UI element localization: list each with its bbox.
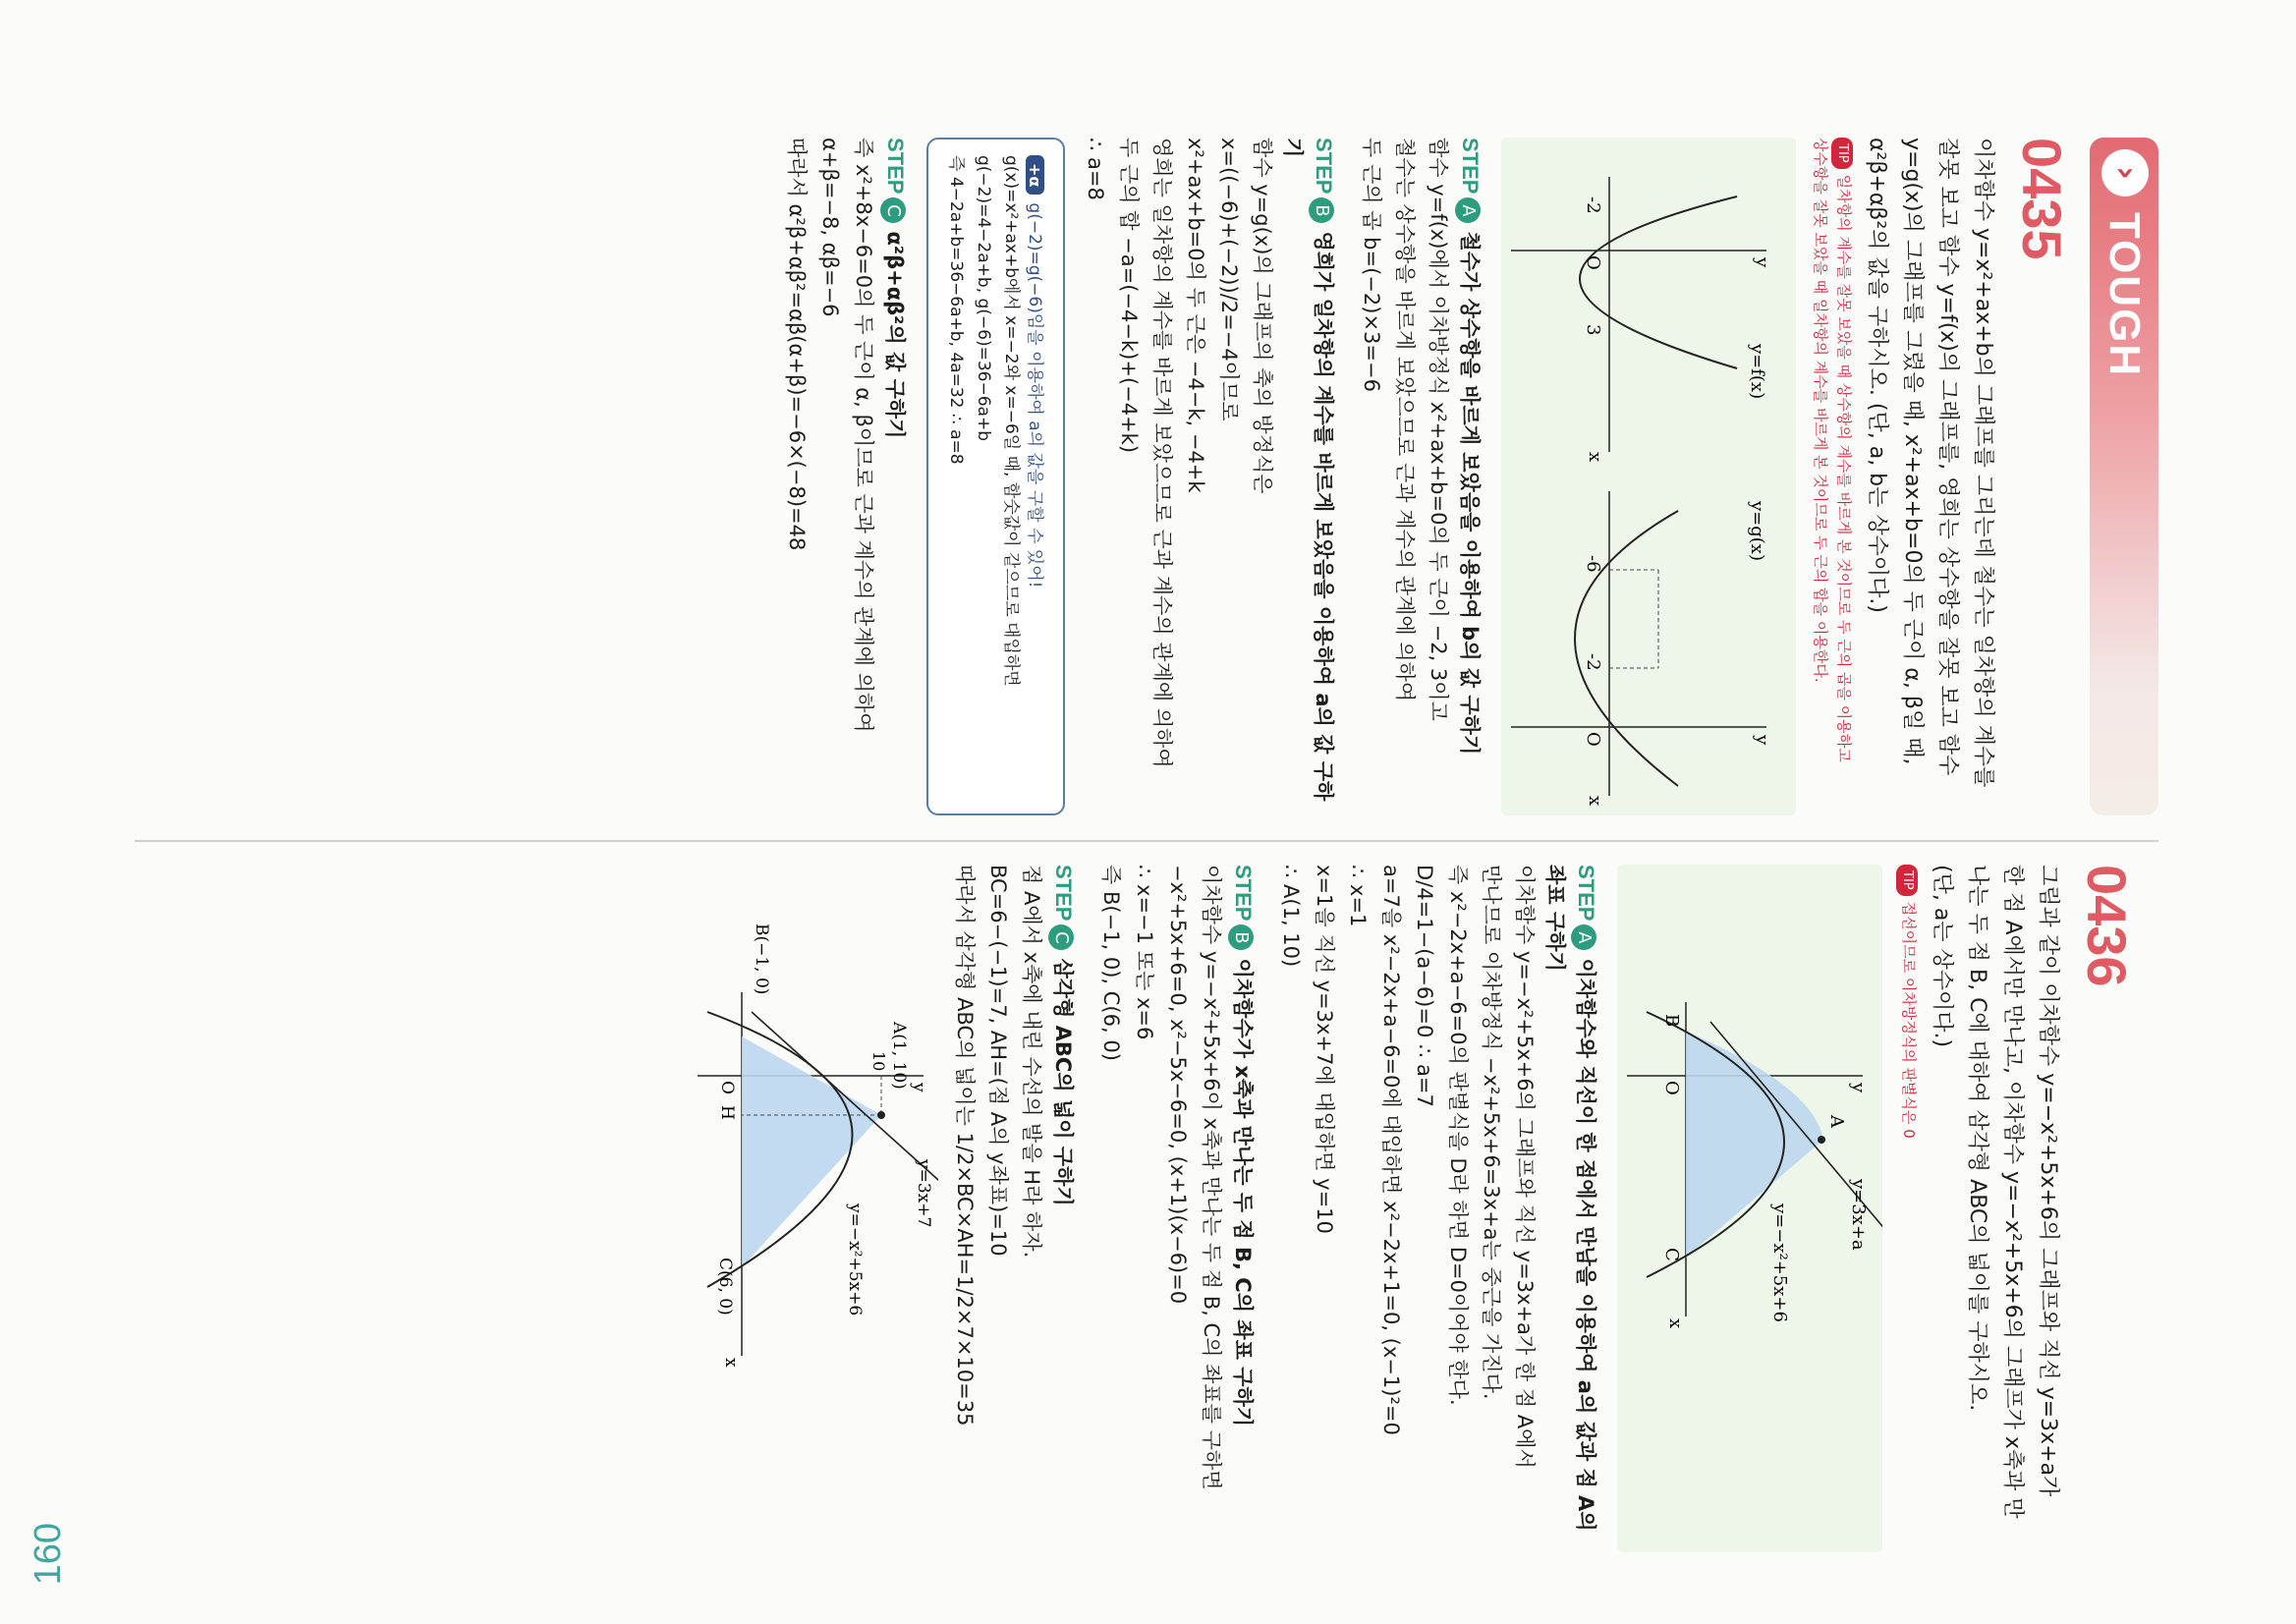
- content-columns: [115, 118, 2158, 1562]
- line-label: y=3x+a: [1848, 1179, 1869, 1251]
- problem-number: 0436: [2076, 865, 2138, 987]
- step-title: 철수가 상수항을 바르게 보았음을 이용하여 b의 값 구하기: [1458, 231, 1482, 756]
- page-number: 160: [28, 1522, 69, 1585]
- line-label: y=3x+7: [914, 1159, 933, 1228]
- graph-panel: [1501, 138, 1796, 815]
- step-label: STEP: [1051, 865, 1076, 922]
- step-line: 즉 B(−1, 0), C(6, 0): [1099, 865, 1123, 1061]
- problem-number: 0435: [2011, 138, 2073, 260]
- problem-line: α²β+αβ²의 값을 구하시오. (단, a, b는 상수이다.): [1865, 138, 1889, 613]
- origin-label: O: [717, 1081, 737, 1094]
- graph-0436-solution: [693, 865, 938, 1552]
- tick-label: 10: [869, 1051, 888, 1072]
- tip-line: 접선이므로 이차방정식의 판별식은 0: [1900, 901, 1918, 1139]
- y-axis-label: y: [1848, 1083, 1869, 1093]
- step-line: 따라서 α²β+αβ²=αβ(α+β)=−6×(−8)=48: [785, 138, 809, 551]
- step-line: 함수 y=g(x)의 그래프의 축의 방정식은: [1251, 138, 1274, 494]
- step-title: 삼각형 ABC의 넓이 구하기: [1051, 958, 1075, 1206]
- tough-banner: [2090, 138, 2158, 815]
- step-line: 함수 y=f(x)에서 이차방정식 x²+ax+b=0의 두 근이 −2, 3이고: [1427, 138, 1450, 721]
- step-line: α+β=−8, αβ=−6: [818, 138, 842, 317]
- step-line: 점 A에서 x축에 내린 수선의 발을 H라 하자.: [1020, 865, 1043, 1259]
- step-letter: A: [1571, 924, 1596, 950]
- step-line: 만나므로 이차방정식 −x²+5x+6=3x+a는 중근을 가진다.: [1480, 865, 1503, 1400]
- point-h-label: H: [717, 1105, 737, 1120]
- step-title: 이차함수와 직선이 한 점에서 만남을 이용하여 a의 값과 점 A의 좌표 구하기: [1543, 865, 1597, 1532]
- step-line: 즉 x²+8x−6=0의 두 근이 α, β이므로 근과 계수의 관계에 의하여: [852, 138, 875, 733]
- step-line: ∴ x=−1 또는 x=6: [1133, 865, 1156, 1040]
- tip-line: 상수항을 잘못 보았을 때 일차항의 계수를 바르게 본 것이므로 두 근의 합을 이용한다.: [1812, 138, 1829, 683]
- step-line: a=7을 x²−2x+a−6=0에 대입하면 x²−2x+1=0, (x−1)²=0: [1379, 865, 1403, 1435]
- problem-line: (단, a는 상수이다.): [1930, 865, 1954, 1048]
- step-line: −x²+5x+6=0, x²−5x−6=0, (x+1)(x−6)=0: [1166, 865, 1190, 1305]
- x-axis-label: x: [721, 1358, 741, 1368]
- point-c-label: C(6, 0): [715, 1258, 735, 1316]
- step-line: 따라서 삼각형 ABC의 넓이는 1/2×BC×AH=1/2×7×10=35: [953, 865, 977, 1427]
- step-line: 이차함수 y=−x²+5x+6이 x축과 만나는 두 점 B, C의 좌표를 구하면: [1200, 865, 1223, 1490]
- problem-line: 잘못 보고 함수 y=f(x)의 그래프를, 영희는 상수항을 잘못 보고 함수: [1935, 138, 1960, 776]
- box-line: 즉 4−2a+b=36−6a+b, 4a=32 ∴ a=8: [946, 155, 966, 465]
- step-c: [948, 865, 1079, 1552]
- step-line: x=((−6)+(−2))/2=−4이므로: [1217, 138, 1241, 421]
- step-title: 이차함수가 x축과 만나는 두 점 B, C의 좌표 구하기: [1231, 958, 1255, 1428]
- point-label: A: [1826, 1115, 1847, 1128]
- root-label: -6: [1583, 555, 1603, 573]
- box-line: g(−2)=4−2a+b, g(−6)=36−6a+b: [974, 155, 993, 442]
- problem-line: y=g(x)의 그래프를 그렸을 때, x²+ax+b=0의 두 근이 α, β일 때,: [1900, 138, 1925, 765]
- step-label: STEP: [883, 138, 908, 195]
- curve-label: y=−x²+5x+6: [845, 1204, 865, 1316]
- origin-label: O: [1661, 1081, 1682, 1095]
- step-letter: C: [880, 197, 906, 223]
- graph-f: [1511, 177, 1772, 462]
- root-label: -2: [1583, 653, 1603, 671]
- step-c: [780, 138, 911, 815]
- parabola-f: [1580, 196, 1737, 368]
- step-line: 두 근의 합 −a=(−4−k)+(−4+k): [1117, 138, 1141, 454]
- step-title: 영희가 일차항의 계수를 바르게 보았음을 이용하여 a의 값 구하기: [1281, 138, 1335, 802]
- tip-line: 일차항의 계수를 잘못 보았을 때 상수항의 계수를 바르게 본 것이므로 두 근의 곱을 이용하고: [1835, 174, 1853, 762]
- triangle-fill: [1686, 1032, 1823, 1258]
- step-line: 철수는 상수항을 바르게 보았으므로 근과 계수의 관계에 의하여: [1393, 138, 1417, 702]
- tip-badge: TIP: [1831, 138, 1853, 169]
- chevron-right-icon: ›: [2101, 149, 2149, 196]
- root-label: 3: [1583, 324, 1603, 336]
- step-line: ∴ A(1, 10): [1279, 865, 1303, 968]
- point-label: C: [1661, 1248, 1682, 1261]
- point-label: B: [1661, 1014, 1682, 1028]
- step-line: 즉 x²−2x+a−6=0의 판별식을 D라 하면 D=0이어야 한다.: [1446, 865, 1470, 1406]
- y-axis-label: y: [1752, 257, 1772, 268]
- x-axis-label: x: [1665, 1318, 1686, 1329]
- box-heading: g(−2)=g(−6)임을 이용하여 a의 값을 구할 수 있어!: [1025, 202, 1044, 588]
- step-line: D/4=1−(a−6)=0 ∴ a=7: [1413, 865, 1436, 1107]
- step-title: α²β+αβ²의 값 구하기: [883, 231, 907, 439]
- problem-0436: [689, 865, 2139, 1552]
- step-letter: C: [1048, 924, 1074, 950]
- origin-label: O: [1583, 732, 1603, 747]
- step-b: [1079, 138, 1339, 815]
- point-a: [1818, 1136, 1825, 1144]
- point-b-label: B(−1, 0): [752, 924, 771, 995]
- curve-label: y=f(x): [1747, 344, 1767, 400]
- problem-line: 나는 두 점 B, C에 대하여 삼각형 ABC의 넓이를 구하시오.: [1965, 865, 1989, 1412]
- graphs-0435: [1501, 138, 1796, 815]
- step-b: [1094, 865, 1259, 1552]
- step-line: 영희는 일차항의 계수를 바르게 보았으므로 근과 계수의 관계에 의하여: [1150, 138, 1174, 768]
- step-label: STEP: [1458, 138, 1483, 195]
- tip: [1810, 138, 1855, 815]
- step-letter: B: [1309, 197, 1334, 223]
- origin-label: O: [1583, 255, 1603, 270]
- tough-label: TOUGH: [2100, 212, 2149, 378]
- root-label: -2: [1583, 196, 1603, 214]
- x-axis-label: x: [1585, 452, 1605, 463]
- problem-line: 이차함수 y=x²+ax+b의 그래프를 그리는데 철수는 일차항의 계수를: [1971, 138, 1995, 788]
- problem-0435: [780, 138, 2158, 815]
- step-a: [1274, 865, 1601, 1552]
- curve-label: y=g(x): [1747, 501, 1767, 561]
- y-axis-label: y: [1752, 735, 1772, 746]
- alpha-badge: +α: [1026, 155, 1044, 195]
- y-axis-label: y: [909, 1083, 928, 1092]
- step-label: STEP: [1231, 865, 1256, 922]
- step-line: x²+ax+b=0의 두 근은 −4−k, −4+k: [1184, 138, 1207, 493]
- tip-badge: TIP: [1896, 865, 1918, 896]
- alpha-tip-box: [926, 138, 1065, 815]
- step-line: x=1을 직선 y=3x+7에 대입하면 y=10: [1313, 865, 1336, 1234]
- problem-line: 그림과 같이 이차함수 y=−x²+5x+6의 그래프와 직선 y=3x+a가: [2036, 865, 2060, 1497]
- point-a: [877, 1111, 885, 1119]
- step-label: STEP: [1312, 138, 1336, 195]
- column-divider: [135, 840, 2158, 842]
- step-line: 두 근의 곱 b=(−2)×3=−6: [1360, 138, 1383, 392]
- x-axis-label: x: [1585, 796, 1605, 807]
- step-letter: A: [1455, 197, 1481, 223]
- tip: [1896, 865, 1920, 1552]
- graph-0436-problem: [1617, 865, 1882, 1552]
- step-letter: B: [1228, 924, 1254, 950]
- problem-text: [1859, 138, 2000, 815]
- graph-g: [1511, 491, 1772, 806]
- step-line: ∴ x=1: [1346, 865, 1370, 927]
- step-line: ∴ a=8: [1084, 138, 1107, 200]
- problem-text: [1924, 865, 2065, 1552]
- step-line: BC=6−(−1)=7, AH=(점 A의 y좌표)=10: [986, 865, 1010, 1257]
- point-a-label: A(1, 10): [889, 1022, 909, 1090]
- step-line: 이차함수 y=−x²+5x+6의 그래프와 직선 y=3x+a가 한 점 A에서: [1513, 865, 1537, 1469]
- problem-line: 한 점 A에서만 만나고, 이차함수 y=−x²+5x+6의 그래프가 x축과 만: [2000, 865, 2025, 1519]
- step-label: STEP: [1574, 865, 1598, 922]
- curve-label: y=−x²+5x+6: [1769, 1204, 1790, 1322]
- box-line: g(x)=x²+ax+b에서 x=−2와 x=−6일 때, 함숫값이 같으므로 대입하면: [1001, 155, 1021, 687]
- graph-panel: [1617, 865, 1882, 1552]
- step-a: [1355, 138, 1485, 815]
